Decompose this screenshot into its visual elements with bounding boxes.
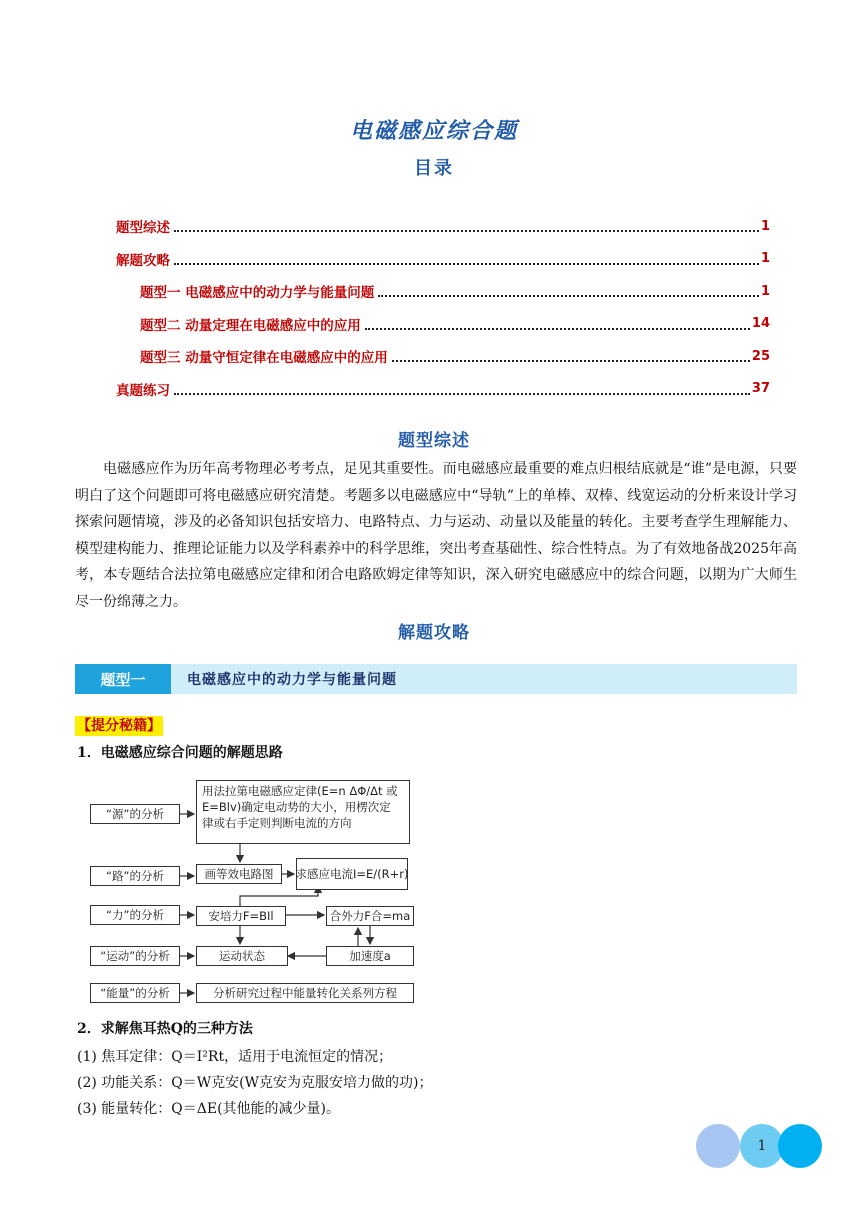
section-heading-overview: 题型综述 (398, 431, 470, 451)
toc-entry-label: 题型综述 (116, 220, 170, 237)
toc-entry[interactable] (116, 340, 770, 373)
document-title: 电磁感应综合题 (349, 118, 518, 144)
toc-entry[interactable] (116, 243, 770, 276)
toc-entry-label: 题型二 动量定理在电磁感应中的应用 (140, 317, 361, 334)
tip-label: 【提分秘籍】 (77, 718, 161, 734)
toc-leader (365, 328, 750, 330)
table-of-contents (116, 210, 770, 405)
flow-ampere-box: 安培力F=BIl (196, 906, 286, 926)
toc-entry-label: 题型一 电磁感应中的动力学与能量问题 (140, 285, 375, 302)
toc-entry[interactable] (116, 308, 770, 341)
flow-source-desc-box (196, 780, 410, 844)
toc-entry-label: 解题攻略 (116, 252, 170, 269)
flow-net-force-box: 合外力F合=ma (326, 906, 414, 926)
flow-current-box: 求感应电流I=E/(R+r) (296, 858, 408, 890)
section-heading-strategy: 解题攻略 (398, 623, 470, 643)
flow-acceleration-box: 加速度a (326, 946, 414, 966)
flow-motion-box: “运动”的分析 (90, 946, 180, 966)
toc-leader (174, 230, 759, 232)
method-line: (3) 能量转化：Q＝ΔE(其他能的减少量)。 (77, 1101, 341, 1117)
page-number: 1 (757, 1138, 767, 1154)
type-banner (75, 664, 797, 694)
toc-entry[interactable] (116, 275, 770, 308)
toc-entry-page: 1 (760, 218, 770, 234)
toc-entry-page: 1 (760, 251, 770, 267)
toc-entry-label: 题型三 动量守恒定律在电磁感应中的应用 (140, 350, 388, 367)
flow-source-desc-line: 用法拉第电磁感应定律(E=n ΔΦ/Δt 或 (202, 784, 398, 798)
toc-leader (174, 393, 750, 395)
item-heading-2: 2．求解焦耳热Q的三种方法 (77, 1021, 253, 1037)
method-line: (1) 焦耳定律：Q＝I²Rt，适用于电流恒定的情况； (77, 1049, 393, 1065)
toc-entry[interactable] (116, 210, 770, 243)
toc-entry-label: 真题练习 (116, 382, 170, 399)
toc-entry-page: 25 (751, 348, 770, 364)
toc-leader (174, 263, 759, 265)
flow-source-box: “源”的分析 (90, 804, 180, 824)
flow-circuit-box: 画等效电路图 (196, 864, 282, 884)
type-tag: 题型一 (75, 664, 171, 694)
toc-entry-page: 1 (760, 283, 770, 299)
flow-path-box: “路”的分析 (90, 866, 180, 886)
toc-entry-page: 37 (751, 381, 770, 397)
toc-entry[interactable] (116, 373, 770, 406)
flow-source-desc-line: E=Blv)确定电动势的大小，用楞次定 (202, 800, 391, 814)
flow-source-desc-line: 律或右手定则判断电流的方向 (202, 816, 352, 830)
toc-entry-page: 14 (751, 316, 770, 332)
toc-leader (392, 360, 750, 362)
method-line: (2) 功能关系：Q＝W克安(W克安为克服安培力做的功)； (77, 1075, 433, 1091)
flow-energy-equation-box: 分析研究过程中能量转化关系列方程 (196, 983, 414, 1003)
decor-circle (778, 1124, 822, 1168)
toc-heading: 目录 (414, 158, 454, 179)
decor-circle (696, 1124, 740, 1168)
flow-motion-state-box: 运动状态 (196, 946, 288, 966)
flow-force-box: “力”的分析 (90, 905, 180, 925)
toc-leader (378, 295, 759, 297)
type-title: 电磁感应中的动力学与能量问题 (187, 672, 397, 688)
flowchart (86, 778, 420, 1008)
flow-energy-box: “能量”的分析 (90, 983, 180, 1003)
item-heading-1: 1．电磁感应综合问题的解题思路 (77, 745, 283, 761)
overview-paragraph: 电磁感应作为历年高考物理必考考点，足见其重要性。而电磁感应最重要的难点归根结底就是“谁”是电源，只要明白了这个问题即可将电磁感应研究清楚。考题多以电磁感应中“导轨”上的单棒、双棒、线宽运动的分析来设计学习探索问题情境，涉及的必备知识包括安培力、电路特点、力与运动、动量以及能量的转化。主要考查学生理解能力、模型建构能力、推理论证能力以及学科素养中的科学思维，突出考查基础性、综合性特点。为了有效地备战2025年高考，本专题结合法拉第电磁感应定律和闭合电路欧姆定律等知识，深入研究电磁感应中的综合问题，以期为广大师生尽一份绵薄之力。 (75, 461, 797, 610)
